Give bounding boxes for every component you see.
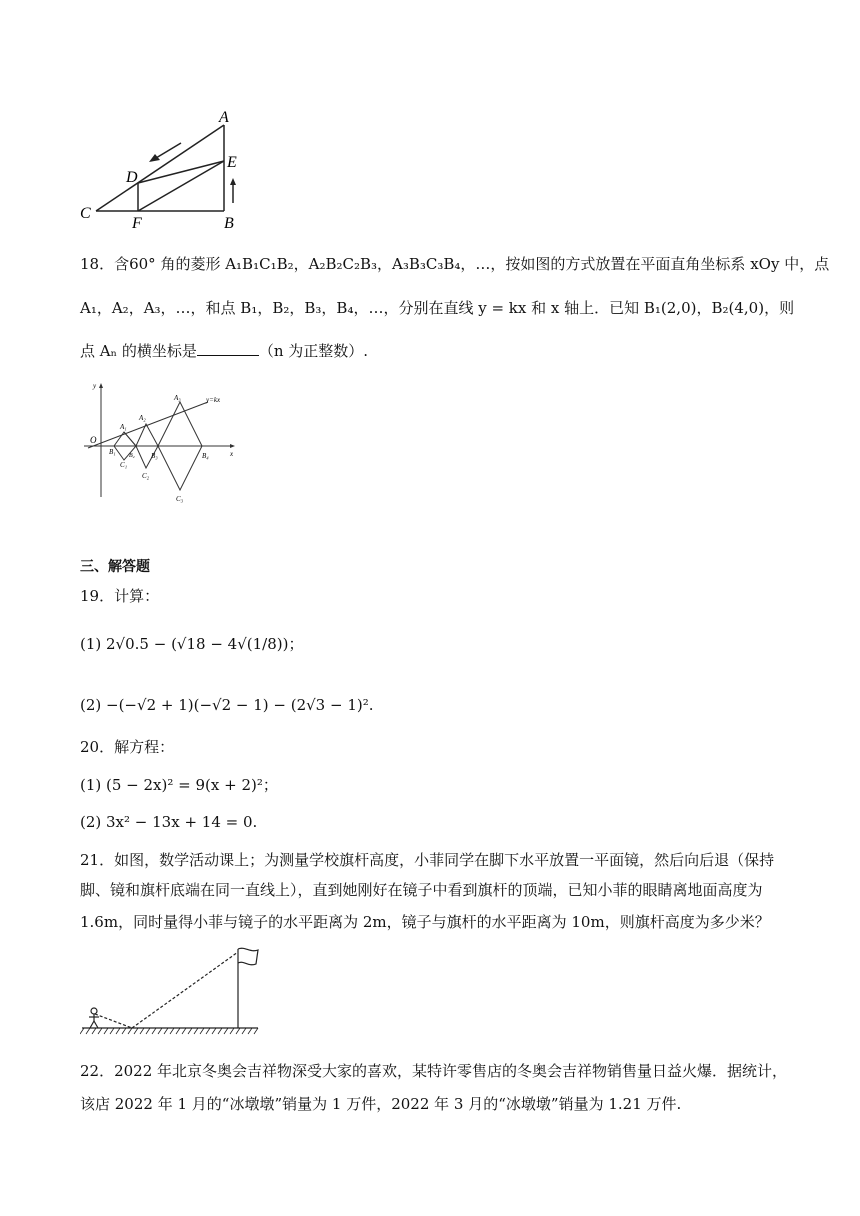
line-label: y=kx [206, 396, 221, 404]
label-A1: A₁ [120, 423, 127, 431]
label-C2: C₂ [142, 472, 150, 480]
q22-line1: 22．2022 年北京冬奥会吉祥物深受大家的喜欢，某特许零售店的冬奥会吉祥物销售量日益火爆．据统计， [80, 1062, 788, 1080]
label-B2: B₂ [129, 453, 135, 459]
label-B: B [224, 215, 234, 232]
label-B1: B₁ [109, 448, 116, 456]
q18-line3-pre: 点 Aₙ 的横坐标是 [80, 342, 197, 360]
q18-line3 [80, 341, 368, 361]
q19-stem: 19．计算： [80, 587, 160, 605]
q18-line1: 18．含60° 角的菱形 A₁B₁C₁B₂，A₂B₂C₂B₃，A₃B₃C₃B₄，…，按如图的方式放置在平面直角坐标系 xOy 中，点 [80, 255, 830, 273]
label-D: D [126, 169, 138, 186]
label-E: E [227, 154, 237, 171]
label-A: A [219, 109, 229, 126]
label-B4: B₄ [202, 452, 209, 460]
origin-O: O [90, 435, 97, 445]
q18-line2: A₁，A₂，A₃，…，和点 B₁，B₂，B₃，B₄，…，分别在直线 y = kx 和 x 轴上．已知 B₁(2,0)，B₂(4,0)，则 [80, 299, 795, 317]
label-A3: A₃ [174, 394, 181, 402]
q19-part1: (1) 2√0.5 − (√18 − 4√(1/8))； [80, 635, 304, 653]
q21-line2: 脚、镜和旗杆底端在同一直线上），直到她刚好在镜子中看到旗杆的顶端，已知小菲的眼睛离地面高度为 [80, 881, 763, 899]
q18-line3-post: （n 为正整数）. [258, 342, 369, 360]
q20-part2: (2) 3x² − 13x + 14 = 0. [80, 813, 258, 831]
q22-line2: 该店 2022 年 1 月的“冰墩墩”销量为 1 万件，2022 年 3 月的“冰墩墩”销量为 1.21 万件. [80, 1095, 682, 1113]
triangle-figure [76, 105, 256, 235]
q20-part1: (1) (5 − 2x)² = 9(x + 2)²； [80, 776, 278, 794]
section-title: 三、解答题 [80, 559, 150, 575]
label-C1: C₁ [120, 461, 128, 469]
label-B3: B₃ [151, 452, 158, 460]
axis-x: x [230, 450, 234, 458]
q19-part2: (2) −(−√2 + 1)(−√2 − 1) − (2√3 − 1)². [80, 696, 374, 714]
label-F: F [132, 215, 142, 232]
label-A2: A₂ [139, 414, 146, 422]
label-C3: C₃ [176, 495, 184, 503]
flagpole-figure [80, 944, 265, 1039]
axis-y: y [93, 382, 97, 390]
q21-line1: 21．如图，数学活动课上；为测量学校旗杆高度，小菲同学在脚下水平放置一平面镜，然后向后退（保持 [80, 851, 775, 869]
label-C: C [80, 205, 91, 222]
q20-stem: 20．解方程： [80, 738, 175, 756]
rhombus-figure [80, 380, 245, 505]
answer-blank[interactable] [197, 341, 259, 356]
q21-line3: 1.6m，同时量得小菲与镜子的水平距离为 2m，镜子与旗杆的水平距离为 10m，则旗杆高度为多少米？ [80, 913, 770, 931]
